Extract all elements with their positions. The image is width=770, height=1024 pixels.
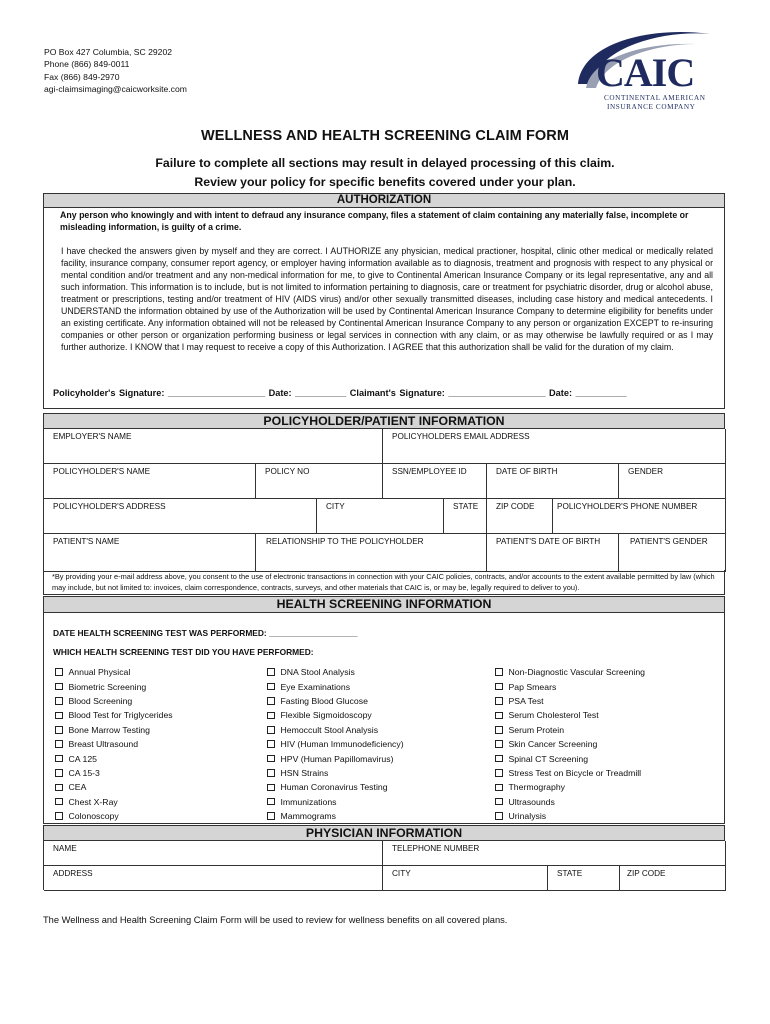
checkbox[interactable] — [267, 668, 275, 676]
footer-note: The Wellness and Health Screening Claim Form will be used to review for wellness benefits on all covered plans. — [43, 915, 508, 925]
screening-test-option[interactable] — [55, 694, 173, 708]
checkbox[interactable] — [55, 812, 63, 820]
checkbox[interactable] — [495, 769, 503, 777]
policyholder-header: POLICYHOLDER/PATIENT INFORMATION — [43, 413, 725, 429]
screening-test-label: Stress Test on Bicycle or Treadmill — [508, 767, 642, 778]
phone-number: Phone (866) 849-0011 — [44, 59, 130, 70]
checkbox[interactable] — [495, 726, 503, 734]
gender-field[interactable]: GENDER — [619, 464, 726, 499]
screening-test-label: Breast Ultrasound — [68, 739, 139, 750]
screening-test-option[interactable] — [55, 723, 173, 737]
screening-header: HEALTH SCREENING INFORMATION — [43, 596, 725, 613]
form-title: WELLNESS AND HEALTH SCREENING CLAIM FORM — [200, 128, 570, 144]
screening-test-option[interactable] — [495, 766, 645, 780]
employers-name-field[interactable]: EMPLOYER'S NAME — [44, 429, 383, 464]
screening-test-option[interactable] — [55, 795, 173, 809]
screening-test-label: Chest X-Ray — [68, 796, 118, 807]
checkbox[interactable] — [495, 798, 503, 806]
checkbox[interactable] — [267, 812, 275, 820]
screening-test-label: Blood Screening — [68, 695, 133, 706]
logo-line2: INSURANCE COMPANY — [607, 103, 696, 111]
checkbox[interactable] — [267, 784, 275, 792]
screening-test-label: Annual Physical — [68, 667, 131, 678]
fax-number: Fax (866) 849-2970 — [44, 71, 120, 82]
screening-test-label: Thermography — [508, 782, 565, 793]
checkbox[interactable] — [495, 668, 503, 676]
authorization-header: AUTHORIZATION — [43, 193, 725, 208]
screening-test-label: CA 15-3 — [68, 767, 100, 778]
screening-test-label: Eye Examinations — [280, 681, 351, 692]
checkbox[interactable] — [267, 769, 275, 777]
tests-column-3 — [495, 665, 645, 823]
screening-test-option[interactable] — [55, 679, 173, 693]
physician-name-field[interactable]: NAME — [44, 841, 383, 866]
tests-column-1 — [55, 665, 173, 823]
checkbox[interactable] — [55, 683, 63, 691]
relationship-field[interactable]: RELATIONSHIP TO THE POLICYHOLDER — [256, 534, 487, 572]
screening-test-option[interactable] — [55, 665, 173, 679]
checkbox[interactable] — [495, 784, 503, 792]
patient-gender-field[interactable]: PATIENT'S GENDER — [619, 534, 726, 572]
screening-test-option[interactable] — [267, 737, 404, 751]
screening-test-option[interactable] — [495, 694, 645, 708]
screening-section — [43, 612, 725, 824]
subtitle-warning: Failure to complete all sections may result in delayed processing of this claim. — [155, 156, 615, 170]
screening-test-label: Pap Smears — [508, 681, 557, 692]
screening-test-label: Mammograms — [280, 811, 337, 822]
physician-grid — [43, 840, 725, 890]
physician-city-field[interactable]: CITY — [383, 866, 548, 891]
checkbox[interactable] — [55, 769, 63, 777]
checkbox[interactable] — [495, 812, 503, 820]
screening-test-label: Fasting Blood Glucose — [280, 695, 368, 706]
checkbox[interactable] — [495, 712, 503, 720]
screening-date-field[interactable]: DATE HEALTH SCREENING TEST WAS PERFORMED: ___________________ — [53, 628, 358, 638]
mailing-address: PO Box 427 Columbia, SC 29202 — [44, 47, 173, 57]
screening-test-label: Bone Marrow Testing — [68, 724, 150, 735]
policyholder-phone-field[interactable]: POLICYHOLDER'S PHONE NUMBER — [553, 499, 726, 534]
physician-state-field[interactable]: STATE — [548, 866, 620, 891]
email-consent-note: *By providing your e-mail address above, you consent to the use of electronic transactions in connection with your CAIC policies, contracts, and/or accounts to the extent available permitted by law (which may include, but not limited to: invoices, claim correspondence, contracts, surveys, and other materials that CAIC is, or may be, legally required to deliver to you). — [43, 570, 725, 595]
patient-name-field[interactable]: PATIENT'S NAME — [44, 534, 256, 572]
screening-test-label: Immunizations — [280, 796, 337, 807]
checkbox[interactable] — [495, 683, 503, 691]
screening-test-label: HIV (Human Immunodeficiency) — [280, 739, 404, 750]
state-field[interactable]: STATE — [444, 499, 487, 534]
zip-code-field[interactable]: ZIP CODE — [487, 499, 553, 534]
physician-header: PHYSICIAN INFORMATION — [43, 825, 725, 841]
checkbox[interactable] — [55, 668, 63, 676]
checkbox[interactable] — [267, 798, 275, 806]
screening-test-label: Flexible Sigmoidoscopy — [280, 710, 372, 721]
checkbox[interactable] — [495, 755, 503, 763]
checkbox[interactable] — [55, 726, 63, 734]
screening-test-option[interactable] — [55, 751, 173, 765]
screening-test-option[interactable] — [495, 737, 645, 751]
policyholder-grid — [43, 428, 725, 571]
screening-test-option[interactable] — [495, 795, 645, 809]
screening-test-option[interactable] — [495, 679, 645, 693]
screening-test-option[interactable] — [267, 694, 404, 708]
screening-test-label: Serum Cholesterol Test — [508, 710, 599, 721]
tests-column-2 — [267, 665, 404, 823]
subtitle-review: Review your policy for specific benefits covered under your plan. — [194, 175, 576, 189]
checkbox[interactable] — [495, 740, 503, 748]
checkbox[interactable] — [55, 798, 63, 806]
checkbox[interactable] — [267, 712, 275, 720]
screening-test-option[interactable] — [267, 809, 404, 823]
policyholder-address-field[interactable]: POLICYHOLDER'S ADDRESS — [44, 499, 317, 534]
screening-test-label: HPV (Human Papillomavirus) — [280, 753, 394, 764]
screening-test-option[interactable] — [495, 665, 645, 679]
screening-test-label: Serum Protein — [508, 724, 565, 735]
physician-zip-field[interactable]: ZIP CODE — [620, 866, 726, 891]
checkbox[interactable] — [55, 755, 63, 763]
screening-test-label: Non-Diagnostic Vascular Screening — [508, 667, 645, 678]
screening-test-label: DNA Stool Analysis — [280, 667, 355, 678]
checkbox[interactable] — [267, 697, 275, 705]
screening-test-label: PSA Test — [508, 695, 544, 706]
screening-test-option[interactable] — [55, 809, 173, 823]
ssn-employee-id-field[interactable]: SSN/EMPLOYEE ID — [383, 464, 487, 499]
screening-test-option[interactable] — [267, 679, 404, 693]
checkbox[interactable] — [55, 697, 63, 705]
checkbox[interactable] — [55, 712, 63, 720]
policyholder-email-field[interactable]: POLICYHOLDERS EMAIL ADDRESS — [383, 429, 726, 464]
city-field[interactable]: CITY — [317, 499, 444, 534]
screening-test-option[interactable] — [495, 723, 645, 737]
screening-test-option[interactable] — [495, 751, 645, 765]
policyholder-name-field[interactable]: POLICYHOLDER'S NAME — [44, 464, 256, 499]
fraud-warning: Any person who knowingly and with intent to defraud any insurance company, files a statement of claim containing any materially false, incomplete or misleading information, is guilty of a crime. — [60, 210, 689, 232]
screening-test-label: Biometric Screening — [68, 681, 147, 692]
screening-test-option[interactable] — [495, 809, 645, 823]
screening-test-label: HSN Strains — [280, 767, 329, 778]
screening-test-label: Blood Test for Triglycerides — [68, 710, 173, 721]
screening-test-option[interactable] — [55, 708, 173, 722]
physician-address-field[interactable]: ADDRESS — [44, 866, 383, 891]
email-address: agi-claimsimaging@caicworksite.com — [44, 83, 187, 94]
checkbox[interactable] — [55, 784, 63, 792]
screening-test-label: CA 125 — [68, 753, 97, 764]
authorization-section — [43, 207, 725, 409]
screening-test-label: Colonoscopy — [68, 811, 119, 822]
screening-test-option[interactable] — [495, 708, 645, 722]
screening-test-label: Skin Cancer Screening — [508, 739, 598, 750]
screening-which-label: WHICH HEALTH SCREENING TEST DID YOU HAVE PERFORMED: — [53, 647, 314, 657]
screening-test-label: Spinal CT Screening — [508, 753, 589, 764]
screening-test-option[interactable] — [267, 751, 404, 765]
screening-test-option[interactable] — [267, 665, 404, 679]
screening-test-option[interactable] — [55, 737, 173, 751]
screening-test-label: Human Coronavirus Testing — [280, 782, 388, 793]
screening-test-option[interactable] — [267, 780, 404, 794]
screening-test-option[interactable] — [267, 795, 404, 809]
screening-test-option[interactable] — [267, 708, 404, 722]
screening-test-label: Hemoccult Stool Analysis — [280, 724, 379, 735]
screening-test-option[interactable] — [267, 723, 404, 737]
patient-dob-field[interactable]: PATIENT'S DATE OF BIRTH — [487, 534, 619, 572]
logo-mark: CAIC — [596, 50, 695, 95]
checkbox[interactable] — [55, 740, 63, 748]
screening-test-label: Urinalysis — [508, 811, 547, 822]
screening-test-label: CEA — [68, 782, 87, 793]
screening-test-option[interactable] — [55, 766, 173, 780]
screening-test-option[interactable] — [55, 780, 173, 794]
physician-telephone-field[interactable]: TELEPHONE NUMBER — [383, 841, 726, 866]
contact-block — [44, 46, 187, 95]
checkbox[interactable] — [495, 697, 503, 705]
caic-logo — [560, 22, 732, 134]
authorization-text: I have checked the answers given by myself and they are correct. I AUTHORIZE any physician, medical practioner, hospital, clinic other medical or medically related facility, insurance company, consumer report agency, or employer having information available as to diagnosis, treatment and prognosis with respect to any physical or mental condition and/or treatment and any non-medical information for me, to give to Continental American Insurance Company or its legal representative, any and all such information. This information is to include, but is not limited to information pertaining to diagnosis, care or treatment for psychiatric disorder, drug or alcohol abuse, treatment or prescriptions, testing and/or treatment of HIV (AIDS virus) and/or other sexually transmitted diseases, including case history and medical antecedents. I UNDERSTAND the information obtained by use of the Authorization will be used by Continental American Insurance Company to determine eligibility for benefits under an existing certificate. Any information obtained will not be released by Continental American Insurance Company to any person or organization EXCEPT to re-insuring companies or other person or organization performing business or legal services in connection with any claim, or as may otherwise be lawfully required or as I may further authorize. I KNOW that I may request to receive a copy of this Authorization. I AGREE that this authorization shall be valid for the duration of my claim. — [61, 246, 713, 352]
screening-test-label: Ultrasounds — [508, 796, 555, 807]
screening-test-option[interactable] — [267, 766, 404, 780]
date-of-birth-field[interactable]: DATE OF BIRTH — [487, 464, 619, 499]
screening-test-option[interactable] — [495, 780, 645, 794]
logo-line1: CONTINENTAL AMERICAN — [604, 94, 706, 102]
checkbox[interactable] — [267, 755, 275, 763]
checkbox[interactable] — [267, 726, 275, 734]
checkbox[interactable] — [267, 683, 275, 691]
policy-no-field[interactable]: POLICY NO — [256, 464, 383, 499]
signature-line[interactable]: Policyholder's Signature: ___________________ Date: __________ Claimant's Signature: ___________________ Date: __________ — [53, 388, 627, 398]
checkbox[interactable] — [267, 740, 275, 748]
